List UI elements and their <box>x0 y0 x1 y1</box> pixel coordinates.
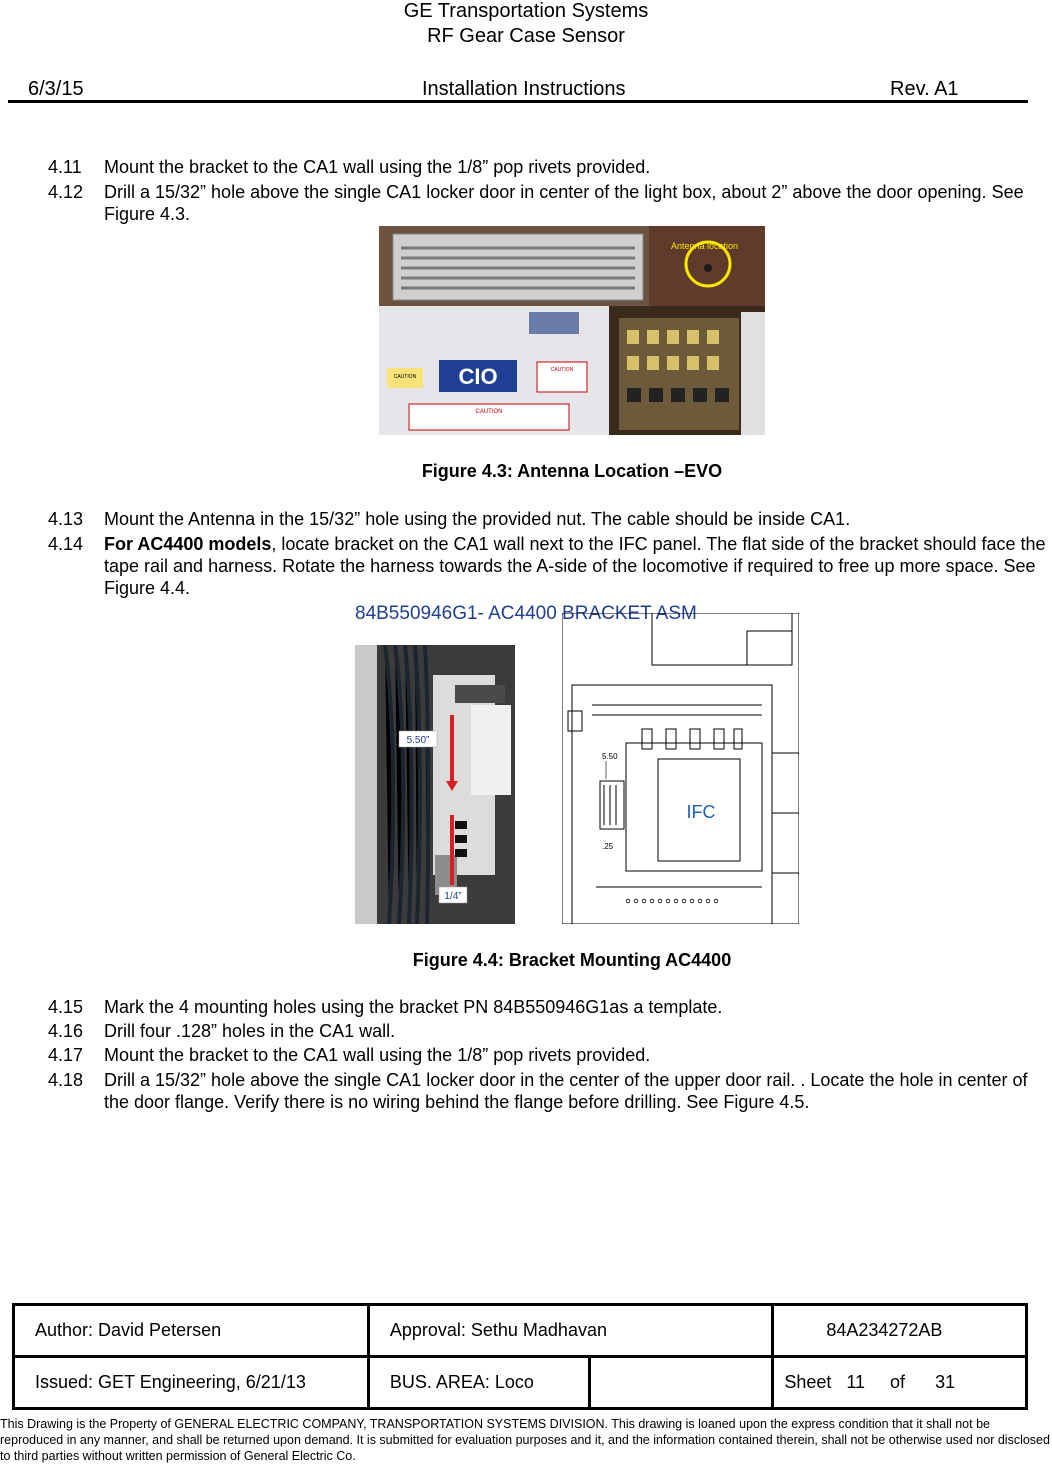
caution-label-3: CAUTION <box>475 409 503 415</box>
step-text: Drill a 15/32” hole above the single CA1 locker door in center of the light box, about 2” above the door opening. See Figure 4.3. <box>104 182 1024 224</box>
step-number: 4.12 <box>48 182 84 202</box>
step-number: 4.13 <box>48 509 84 529</box>
approval-cell: Approval: Sethu Madhavan <box>368 1305 772 1357</box>
step-text: Drill four .128” holes in the CA1 wall. <box>104 1021 396 1041</box>
caution-label-2: CAUTION <box>550 367 574 373</box>
company-name: GE Transportation Systems <box>403 0 649 22</box>
step-number: 4.11 <box>48 157 82 177</box>
step-text <box>104 533 1052 599</box>
antenna-location-photo <box>379 226 765 435</box>
issued-cell: Issued: GET Engineering, 6/21/13 <box>14 1357 369 1409</box>
step-number: 4.14 <box>48 534 84 554</box>
author-cell: Author: David Petersen <box>14 1305 369 1357</box>
drawing-number-cell: 84A234272AB <box>773 1305 1027 1357</box>
dimension-label-5-50: 5.50” <box>406 735 430 746</box>
step-text: Drill a 15/32” hole above the single CA1 locker door in the center of the upper door rail. . Locate the hole in center of the door flange. Verify there is no wiring behind the flange before drilling. See Figure 4.5. <box>104 1070 1028 1112</box>
dimension-label-1-4: 1/4” <box>444 891 462 902</box>
doc-date: 6/3/15 <box>28 78 84 100</box>
product-name: RF Gear Case Sensor <box>427 25 625 47</box>
step-text: Mount the bracket to the CA1 wall using the 1/8” pop rivets provided. <box>104 1045 651 1065</box>
bracket-photo <box>355 645 515 924</box>
doc-type: Installation Instructions <box>422 78 626 100</box>
step-number: 4.18 <box>48 1070 84 1090</box>
step-text-rest: , locate bracket on the CA1 wall next to the IFC panel. The flat side of the bracket should face the tape rail and harness. Rotate the harness towards the A-side of the locomotive if required to free up more space. See Figure 4.4. <box>104 534 1046 598</box>
step-number: 4.15 <box>48 997 84 1017</box>
header-row <box>28 78 1028 102</box>
ifc-panel-drawing <box>562 613 799 924</box>
step-bold-lead: For AC4400 models <box>104 534 272 554</box>
cio-label: CIO <box>458 364 498 389</box>
step-text: Mark the 4 mounting holes using the bracket PN 84B550946G1as a template. <box>104 997 723 1017</box>
figure-4-3-caption: Figure 4.3: Antenna Location –EVO <box>421 461 723 481</box>
doc-revision: Rev. A1 <box>890 78 959 100</box>
step-number: 4.17 <box>48 1045 84 1065</box>
header-rule <box>8 100 1028 103</box>
drawing-dimension-0-25: .25 <box>602 842 614 851</box>
drawing-dimension-5-50: 5.50 <box>602 752 618 761</box>
proprietary-notice: This Drawing is the Property of GENERAL ELECTRIC COMPANY, TRANSPORTATION SYSTEMS DIVISION. This drawing is loaned upon the express condition that it shall not be reproduced in any manner, and shall be returned upon demand. It is submitted for evaluation purposes and it, and the information contained therein, shall not be otherwise used nor disclosed to third parties without written permission of General Electric Co. <box>0 1417 1050 1463</box>
bus-area-cell: BUS. AREA: Loco <box>368 1357 589 1409</box>
caution-label-1: CAUTION <box>393 374 417 380</box>
figure-4-4-caption: Figure 4.4: Bracket Mounting AC4400 <box>412 950 732 970</box>
title-block <box>12 1303 1028 1410</box>
step-number: 4.16 <box>48 1021 84 1041</box>
antenna-annotation: Antenna location <box>671 241 739 251</box>
sheet-cell: Sheet 11 of 31 <box>773 1357 1027 1409</box>
step-text: Mount the Antenna in the 15/32” hole using the provided nut. The cable should be inside CA1. <box>104 509 851 529</box>
step-text: Mount the bracket to the CA1 wall using the 1/8” pop rivets provided. <box>104 157 651 177</box>
figure-4-4-title: 84B550946G1- AC4400 BRACKET ASM <box>355 603 697 624</box>
empty-cell <box>590 1357 773 1409</box>
ifc-label: IFC <box>686 802 716 822</box>
